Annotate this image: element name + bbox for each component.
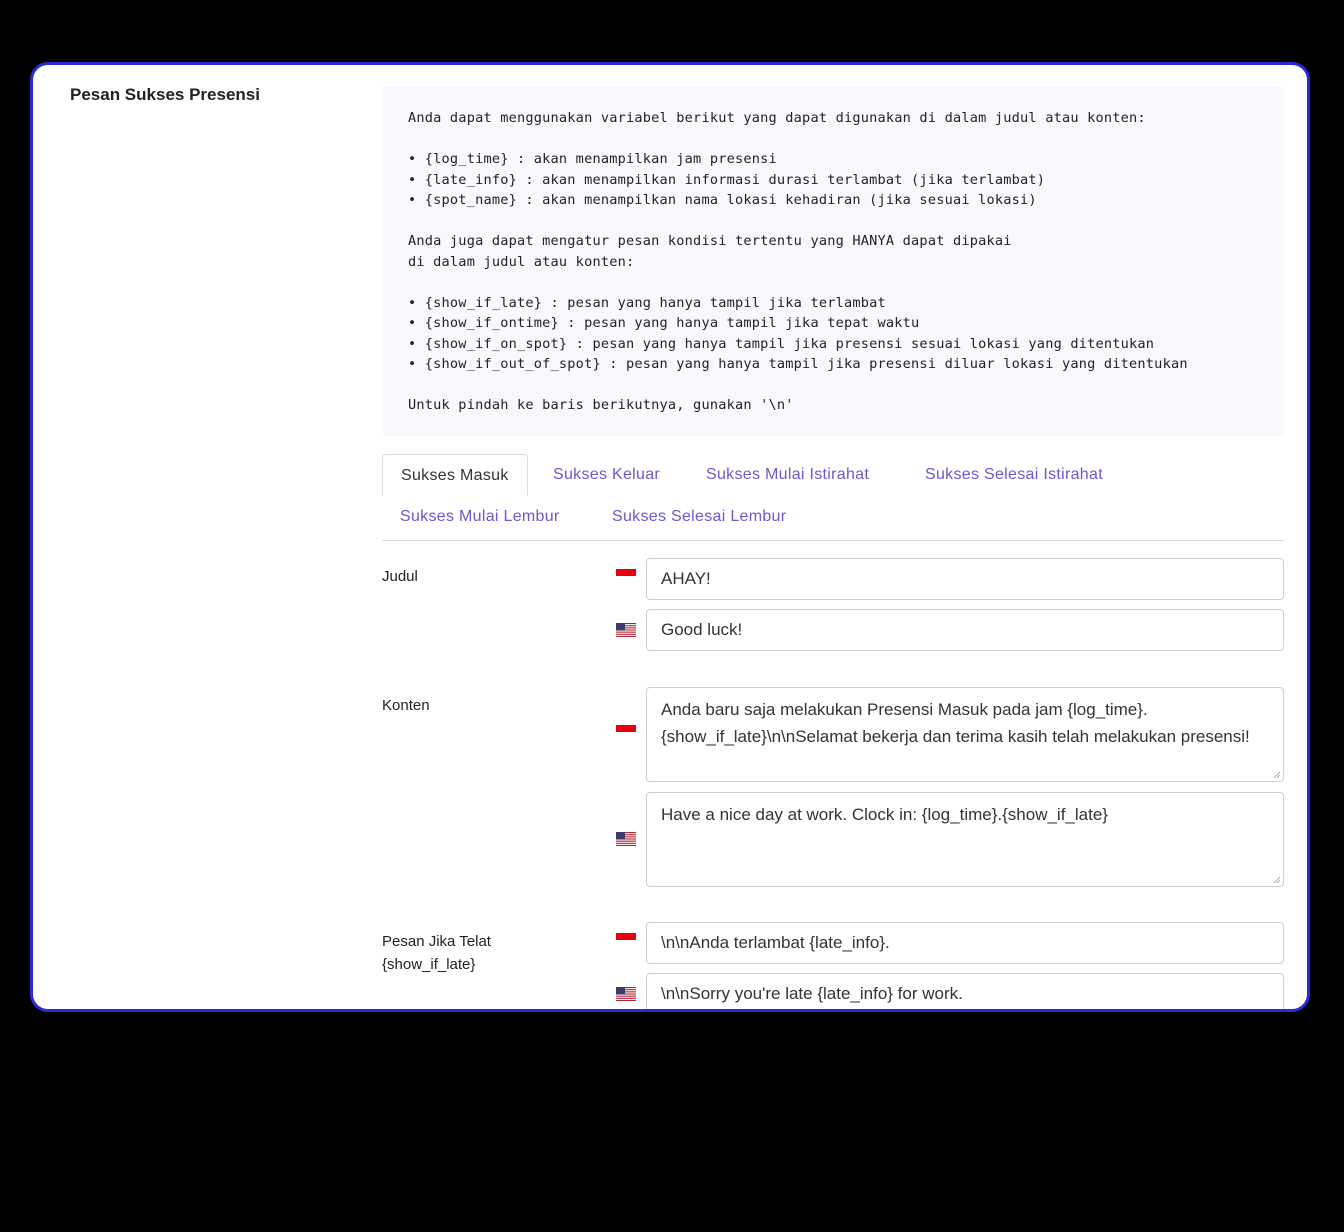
title-input-en[interactable]: Good luck! (646, 609, 1284, 651)
content-textarea-id[interactable] (646, 687, 1284, 782)
help-newline-note: Untuk pindah ke baris berikutnya, gunakan '\n' (408, 397, 794, 413)
content-field-label: Konten (382, 697, 430, 714)
title-input-id[interactable]: AHAY! (646, 558, 1284, 600)
late-message-label-line1: Pesan Jika Telat (382, 933, 491, 950)
help-cond-show-if-late: • {show_if_late} : pesan yang hanya tampil jika terlambat (408, 294, 886, 311)
tab-sukses-mulai-istirahat[interactable]: Sukses Mulai Istirahat (706, 466, 870, 483)
help-var-log-time: • {log_time} : akan menampilkan jam presensi (408, 151, 777, 167)
content-textarea-en[interactable] (646, 792, 1284, 887)
variables-help-box (382, 86, 1284, 436)
tab-sukses-masuk[interactable]: Sukses Masuk (382, 454, 528, 496)
help-intro: Anda dapat menggunakan variabel berikut yang dapat digunakan di dalam judul atau konten: (408, 110, 1146, 126)
late-message-field-label (382, 930, 491, 976)
indonesia-flag-icon (616, 933, 636, 947)
us-flag-icon (616, 987, 636, 1001)
us-flag-icon (616, 623, 636, 637)
tab-sukses-selesai-lembur[interactable]: Sukses Selesai Lembur (612, 508, 787, 525)
help-conditional-intro: Anda juga dapat mengatur pesan kondisi tertentu yang HANYA dapat dipakai (408, 233, 1012, 249)
tab-sukses-mulai-lembur[interactable]: Sukses Mulai Lembur (400, 508, 560, 525)
indonesia-flag-icon (616, 725, 636, 739)
late-message-input-en[interactable]: \n\nSorry you're late {late_info} for work. (646, 973, 1284, 1012)
content-textarea-id-text: Anda baru saja melakukan Presensi Masuk pada jam {log_time}.{show_if_late}\n\nSelamat bekerja dan terima kasih telah melakukan presensi! (661, 700, 1250, 746)
help-conditional-intro-cont: di dalam judul atau konten: (408, 253, 635, 270)
content-textarea-en-text: Have a nice day at work. Clock in: {log_time}.{show_if_late} (661, 805, 1108, 824)
late-message-input-id[interactable]: \n\nAnda terlambat {late_info}. (646, 922, 1284, 964)
help-var-late-info: • {late_info} : akan menampilkan informasi durasi terlambat (jika terlambat) (408, 171, 1046, 188)
title-field-label: Judul (382, 568, 418, 585)
indonesia-flag-icon (616, 569, 636, 583)
settings-card (30, 62, 1310, 1012)
us-flag-icon (616, 832, 636, 846)
help-var-spot-name: • {spot_name} : akan menampilkan nama lokasi kehadiran (jika sesuai lokasi) (408, 192, 1037, 208)
tab-sukses-selesai-istirahat[interactable]: Sukses Selesai Istirahat (925, 466, 1103, 483)
resize-handle-icon[interactable] (1273, 771, 1281, 779)
tab-sukses-keluar[interactable]: Sukses Keluar (553, 466, 661, 483)
help-cond-show-if-out-of-spot: • {show_if_out_of_spot} : pesan yang hanya tampil jika presensi diluar lokasi yang ditentukan (408, 356, 1188, 372)
help-cond-show-if-on-spot: • {show_if_on_spot} : pesan yang hanya tampil jika presensi sesuai lokasi yang ditentukan (408, 335, 1155, 352)
section-title: Pesan Sukses Presensi (70, 85, 260, 104)
resize-handle-icon[interactable] (1273, 876, 1281, 884)
late-message-label-line2: {show_if_late} (382, 956, 476, 973)
message-tabs (382, 454, 1284, 541)
help-cond-show-if-ontime: • {show_if_ontime} : pesan yang hanya tampil jika tepat waktu (408, 315, 920, 331)
